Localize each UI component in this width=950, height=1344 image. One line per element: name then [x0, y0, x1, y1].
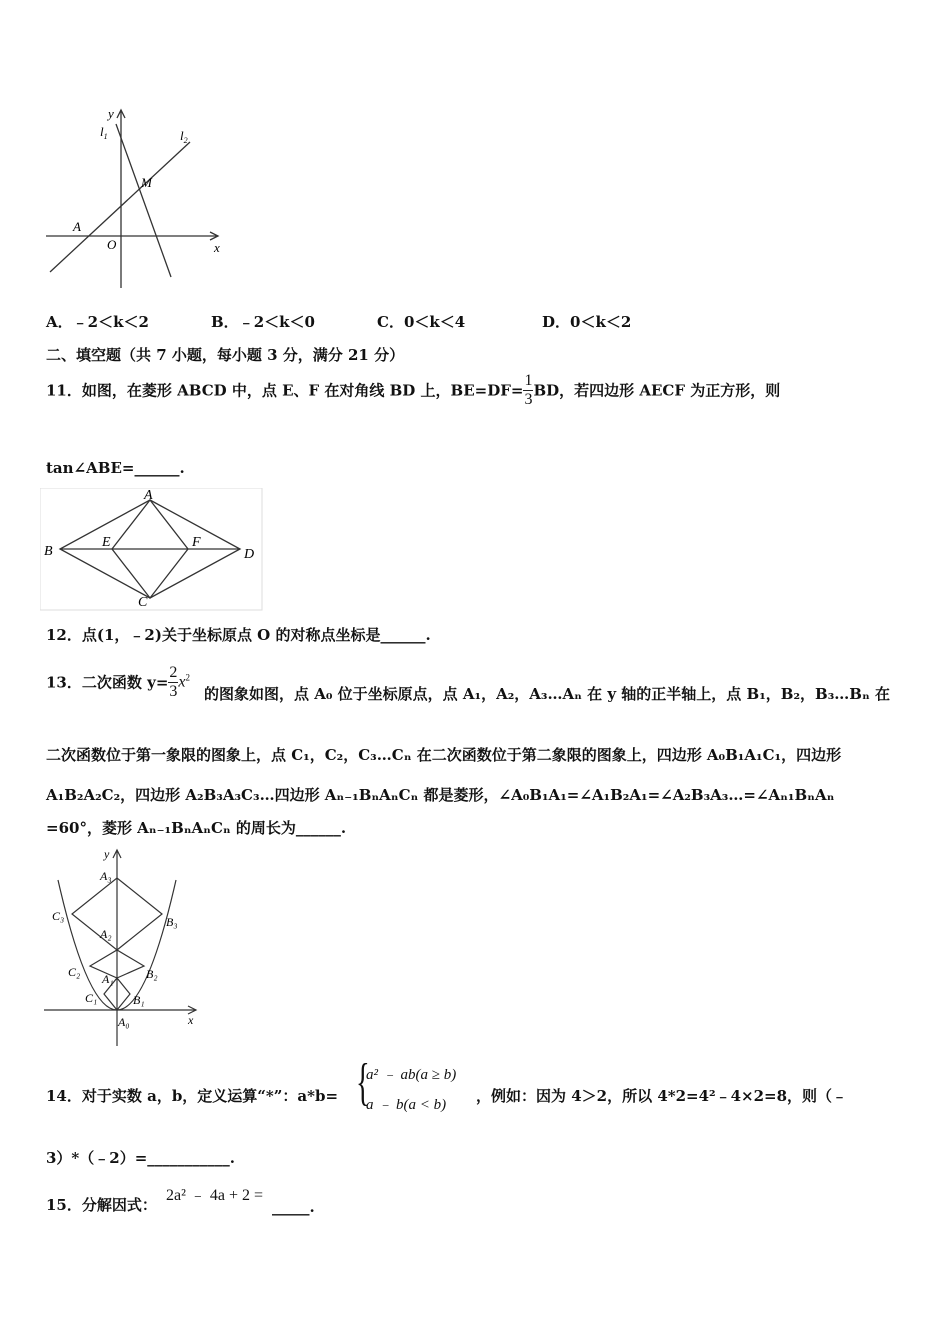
- q11-fraction: $\frac{1}{3}$: [524, 372, 533, 408]
- c3-label: C₃: [52, 909, 65, 923]
- c1-label: C₁: [85, 991, 98, 1005]
- line-l1: [116, 124, 171, 277]
- q13-exp: 2: [185, 672, 190, 683]
- y-axis-label: y: [108, 106, 114, 121]
- question-13-line2: 二次函数位于第一象限的图象上，点 C₁，C₂，C₃…Cₙ 在二次函数位于第二象限的图象上，四边形 A₀B₁A₁C₁，四边形: [46, 746, 842, 764]
- q14-brace: {: [356, 1054, 370, 1111]
- choice-d-letter: D．: [542, 313, 571, 331]
- l1-label: $l_1$: [100, 124, 108, 141]
- b2-label: B₂: [146, 967, 158, 981]
- choice-d: [542, 312, 631, 332]
- b1-label: B₁: [133, 993, 145, 1007]
- point-b-label: B: [44, 544, 53, 559]
- origin-label: O: [107, 237, 117, 252]
- question-11-line1: [46, 372, 780, 409]
- question-13-line3: A₁B₂A₂C₂，四边形 A₂B₃A₃C₃…四边形 Aₙ₋₁BₙAₙCₙ 都是菱形，∠A₀B₁A₁=∠A₁B₂A₁=∠A₂B₃A₃…=∠Aₙ₁BₙAₙ: [46, 786, 835, 804]
- figure-rhombus: [40, 488, 264, 612]
- choice-d-text: 0＜k＜2: [570, 313, 632, 331]
- q13-fraction: $\frac{2}{3}$: [169, 664, 178, 700]
- question-14-line2: 3）*（﹣2）=___________.: [46, 1149, 236, 1167]
- point-e-label: E: [102, 535, 111, 550]
- a3-label: A₃: [100, 869, 112, 883]
- y-axis-label: y: [104, 847, 110, 861]
- q11-part2: BD，若四边形 AECF 为正方形，则: [533, 381, 781, 400]
- choice-b-letter: B．: [211, 313, 239, 331]
- line-l2: [50, 142, 190, 272]
- c2-label: C₂: [68, 965, 81, 979]
- b3-label: B₃: [166, 915, 178, 929]
- section-title: 二、填空题（共 7 小题，每小题 3 分，满分 21 分）: [46, 346, 405, 364]
- point-d-label: D: [244, 547, 255, 562]
- question-13-line4: =60°，菱形 Aₙ₋₁BₙAₙCₙ 的周长为______.: [46, 819, 347, 837]
- a1-label: A₁: [102, 972, 114, 986]
- point-f-label: F: [192, 535, 201, 550]
- x-axis-label: x: [188, 1013, 194, 1027]
- q14-case2: a ﹣ b(a < b): [366, 1097, 447, 1113]
- question-13-line1-rest: 的图象如图，点 A₀ 位于坐标原点，点 A₁，A₂，A₃…Aₙ 在 y 轴的正半轴上，点 B₁，B₂，B₃…Bₙ 在: [204, 685, 890, 703]
- choice-b-text: ﹣2＜k＜0: [238, 313, 315, 331]
- choice-a-letter: A．: [46, 313, 73, 331]
- choice-c-text: 0＜k＜4: [403, 313, 466, 331]
- l2-label: $l_2$: [180, 128, 188, 145]
- point-a-label: A: [144, 488, 153, 503]
- figure-lines-l1-l2: [40, 102, 230, 294]
- choice-a: [46, 312, 149, 332]
- q15-blank: _____.: [272, 1198, 315, 1216]
- question-14-tail: ，例如：因为 4＞2，所以 4*2=4²﹣4×2=8，则（﹣: [476, 1087, 848, 1105]
- choice-c-letter: C．: [377, 313, 404, 331]
- q14-piecewise: [356, 1054, 484, 1118]
- question-12: 12．点(1，﹣2)关于坐标原点 O 的对称点坐标是______.: [46, 626, 431, 644]
- point-c-label: C: [138, 595, 148, 610]
- question-15-lead: 15．分解因式：: [46, 1196, 157, 1214]
- point-m-label: M: [141, 175, 152, 190]
- q15-expression: 2a² ﹣ 4a + 2 =: [166, 1187, 264, 1204]
- figure-parabola-rhombuses: [40, 842, 205, 1050]
- q13-var: x: [178, 673, 186, 691]
- choice-b: [211, 312, 315, 332]
- a0-label: A₀: [118, 1015, 130, 1029]
- q11-part1: 11．如图，在菱形 ABCD 中，点 E、F 在对角线 BD 上，BE=DF=: [46, 381, 524, 400]
- x-axis-label: x: [214, 240, 220, 255]
- a2-label: A₂: [100, 927, 112, 941]
- choice-c: [377, 312, 465, 332]
- question-14-lead: 14．对于实数 a，b，定义运算“*”：a*b=: [46, 1087, 339, 1105]
- choice-a-text: ﹣2＜k＜2: [72, 313, 149, 331]
- q14-case1: a² ﹣ ab(a ≥ b): [366, 1067, 457, 1083]
- question-11-line2: tan∠ABE=______.: [46, 459, 185, 477]
- q13-lead: 13．二次函数 y=: [46, 673, 169, 692]
- point-a-label: A: [73, 219, 81, 234]
- question-13-line1: [46, 664, 190, 701]
